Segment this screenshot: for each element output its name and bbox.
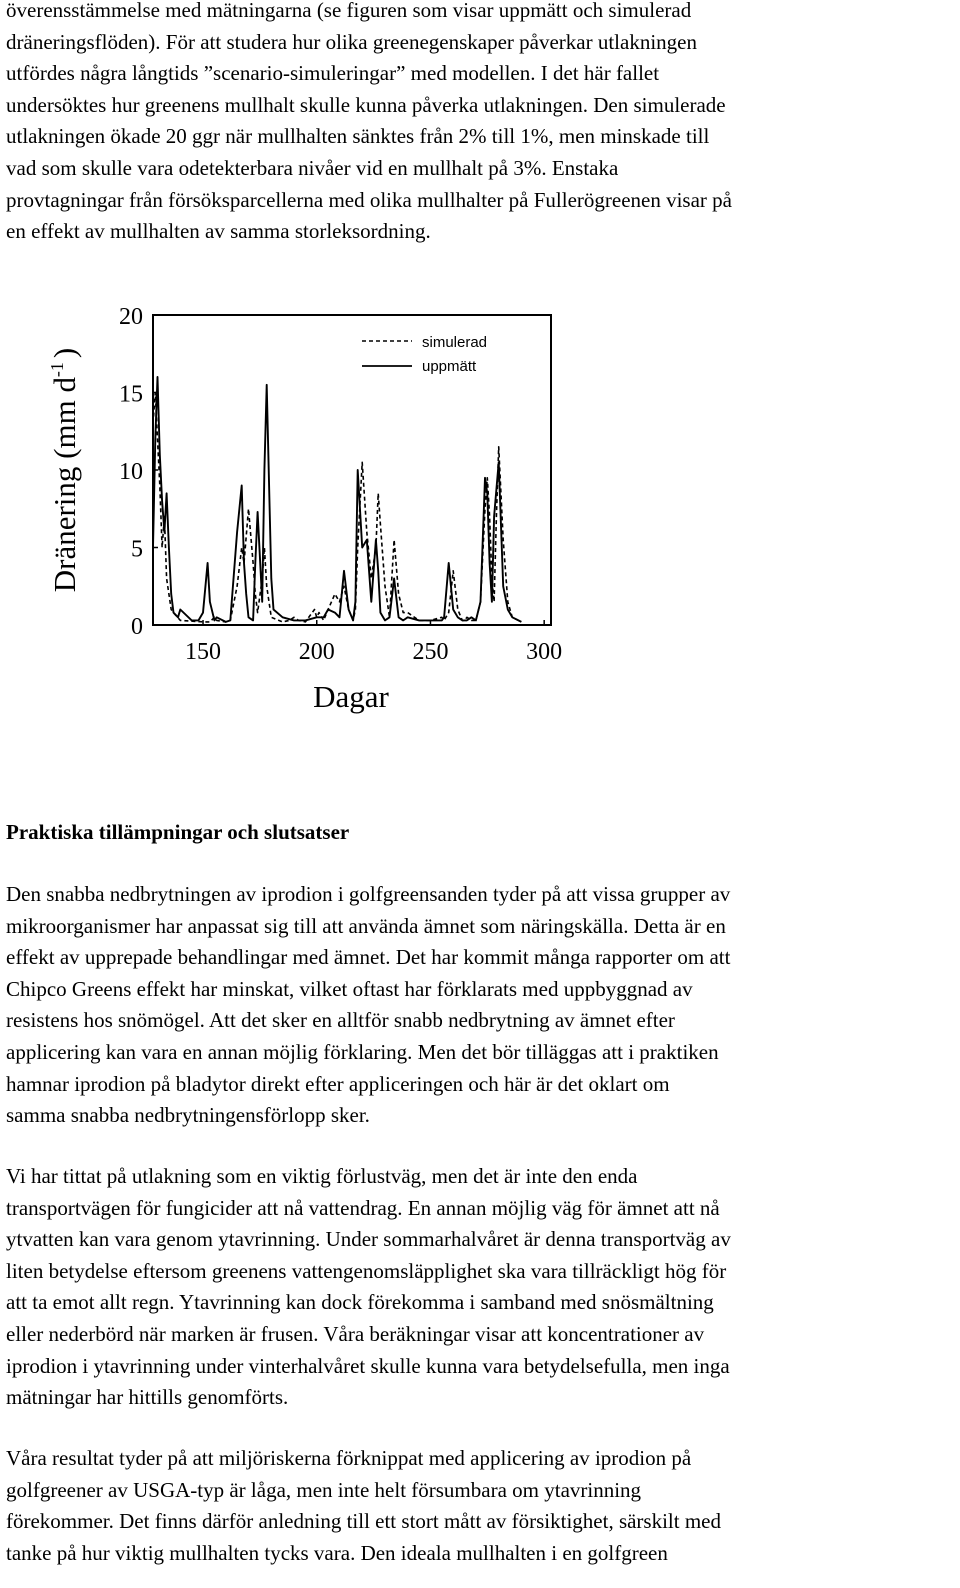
text-line: effekt av upprepade behandlingar med ämnet. Det har kommit många rapporter om att — [6, 945, 731, 970]
x-tick-label: 200 — [298, 639, 335, 665]
y-tick-labels — [119, 304, 143, 640]
section-heading: Praktiska tillämpningar och slutsatser — [6, 820, 350, 844]
text-line: mikroorganismer har anpassat sig till att använda ämnet som näringskälla. Detta är en — [6, 913, 726, 938]
text-line: Våra resultat tyder på att miljöriskerna förknippat med applicering av iprodion på — [6, 1446, 692, 1470]
text-line: liten betydelse eftersom greenens vattengenomsläpplighet ska vara tillräckligt hög för — [6, 1258, 727, 1283]
y-axis-title-main: Dränering (mm d — [47, 377, 82, 593]
text-line: transportvägen för fungicider att nå vattendrag. En annan möjlig väg för ämnet att nå — [6, 1195, 720, 1220]
text-line: en effekt av mullhalten av samma storleksordning. — [6, 219, 431, 244]
axis-ticks — [153, 315, 544, 625]
drainage-chart — [0, 290, 600, 730]
paragraph-2 — [6, 1161, 956, 1414]
text-line: provtagningar från försöksparcellerna med olika mullhalter på Fullerögreenen visar på — [6, 187, 732, 212]
text-line: Vi har tittat på utlakning som en viktig förlustväg, men det är inte den enda — [6, 1164, 638, 1188]
y-tick-label: 5 — [131, 536, 143, 563]
text-line: dräneringsflöden). För att studera hur olika greenegenskaper påverkar utlakningen — [6, 29, 697, 54]
x-tick-labels — [185, 639, 562, 665]
text-line: Chipco Greens effekt har minskat, vilket oftast har förklarats med uppbyggnad av — [6, 976, 693, 1001]
text-line: iprodion i ytavrinning under vinterhalvåret skulle kunna vara betydelsefulla, men inga — [6, 1353, 730, 1378]
text-line: utlakningen ökade 20 ggr när mullhalten sänktes från 2% till 1%, men minskade till — [6, 124, 710, 149]
chart-legend — [362, 334, 487, 375]
text-line: att ta emot allt regn. Ytavrinning kan dock förekomma i samband med snösmältning — [6, 1290, 714, 1315]
y-axis-title-sup: -1 — [47, 362, 67, 378]
y-tick-label: 0 — [131, 614, 143, 640]
x-tick-label: 300 — [526, 639, 563, 665]
text-line: överensstämmelse med mätningarna (se figuren som visar uppmätt och simulerad — [6, 0, 692, 22]
intro-paragraph — [6, 0, 956, 248]
text-line: resistens hos snömögel. Att det sker en alltför snabb nedbrytning av ämnet efter — [6, 1008, 675, 1033]
text-line: samma snabba nedbrytningensförlopp sker. — [6, 1103, 370, 1128]
legend-label-simulerad: simulerad — [422, 334, 488, 351]
x-axis-title: Dagar — [313, 679, 389, 714]
paragraph-1 — [6, 879, 956, 1132]
text-line: utfördes några långtids ”scenario-simuleringar” med modellen. I det här fallet — [6, 61, 660, 86]
series-layer — [153, 377, 521, 622]
legend-label-uppmatt: uppmätt — [422, 358, 477, 375]
text-line: golfgreener av USGA-typ är låga, men inte helt försumbara om ytavrinning — [6, 1477, 642, 1502]
text-line: mätningar har hittills genomförts. — [6, 1385, 289, 1410]
y-tick-label: 15 — [119, 381, 143, 408]
text-line: hamnar iprodion på bladytor direkt efter appliceringen och här är det oklart om — [6, 1071, 670, 1096]
y-tick-label: 20 — [119, 304, 143, 330]
text-line: applicering kan vara en annan möjlig förklaring. Men det bör tilläggas att i praktiken — [6, 1039, 719, 1064]
text-line: förekommer. Det finns därför anledning till ett stort mått av försiktighet, särskilt med — [6, 1509, 722, 1534]
paragraph-3 — [6, 1443, 956, 1569]
text-line: eller nederbörd när marken är frusen. Våra beräkningar visar att koncentrationer av — [6, 1321, 705, 1346]
text-line: vad som skulle vara odetekterbara nivåer vid en mullhalt på 3%. Enstaka — [6, 155, 619, 180]
text-line: tanke på hur viktig mullhalten tycks vara. Den ideala mullhalten i en golfgreen — [6, 1540, 668, 1565]
y-axis-title — [47, 348, 82, 593]
x-tick-label: 150 — [185, 639, 222, 665]
text-line: Den snabba nedbrytningen av iprodion i golfgreensanden tyder på att vissa grupper av — [6, 882, 731, 906]
text-line: ytvatten kan vara genom ytavrinning. Under sommarhalvåret är denna transportväg av — [6, 1227, 731, 1252]
series-line-uppmatt — [153, 377, 521, 622]
x-tick-label: 250 — [412, 639, 449, 665]
y-axis-title-close: ) — [47, 347, 82, 359]
text-line: undersöktes hur greenens mullhalt skulle kunna påverka utlakningen. Den simulerade — [6, 92, 726, 117]
y-tick-label: 10 — [119, 459, 143, 485]
